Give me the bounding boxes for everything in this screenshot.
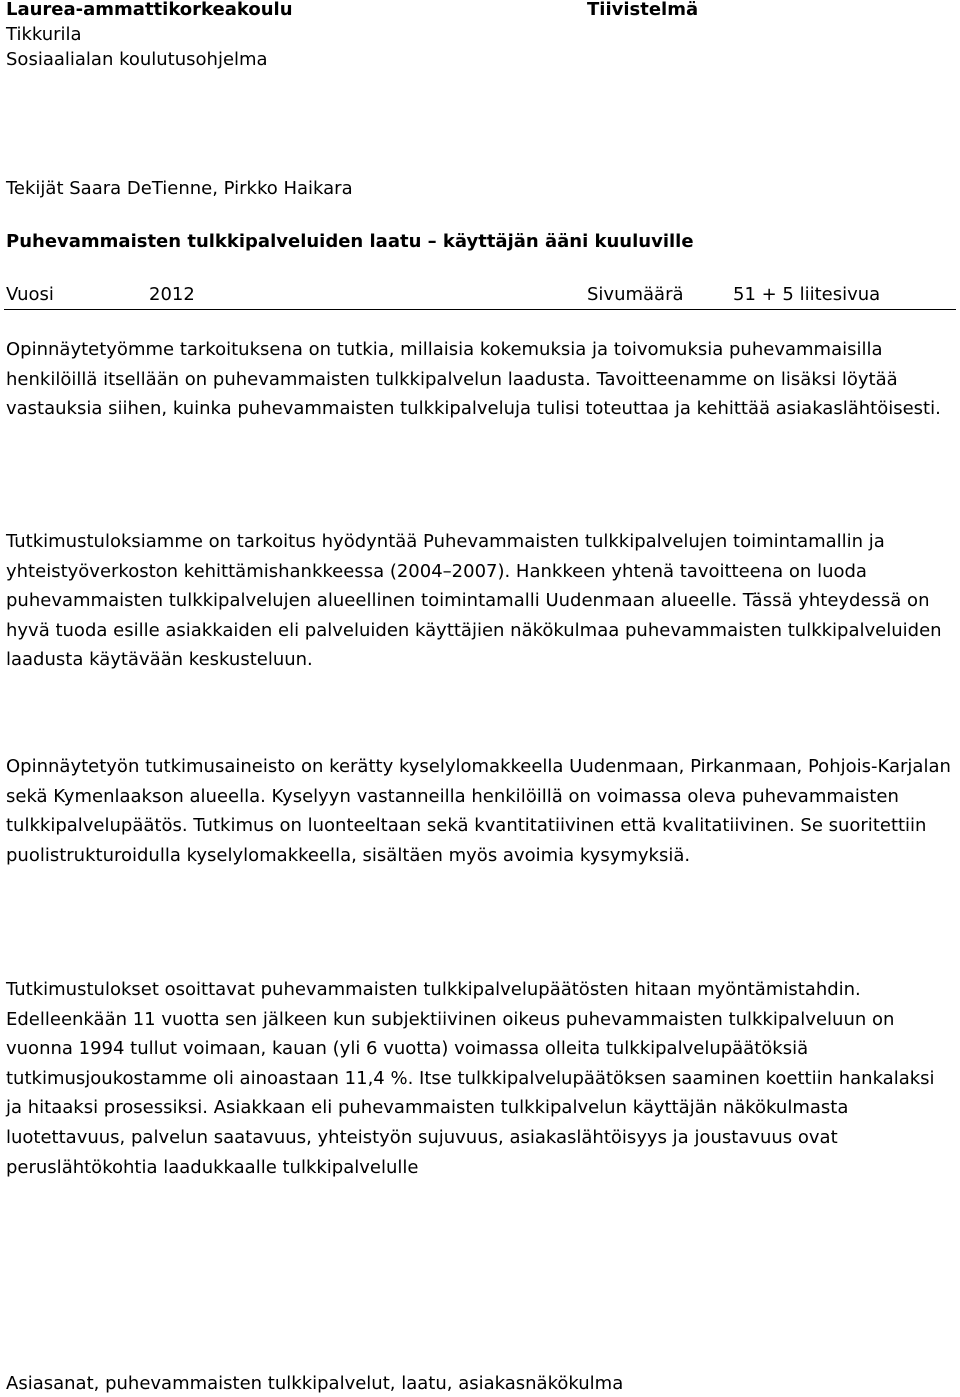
institution-name: Laurea-ammattikorkeakoulu bbox=[6, 0, 293, 20]
year-value: 2012 bbox=[149, 284, 195, 305]
campus-name: Tikkurila bbox=[6, 24, 82, 45]
year-label: Vuosi bbox=[6, 284, 54, 305]
pages-label: Sivumäärä bbox=[587, 284, 684, 305]
abstract-paragraph-3: Opinnäytetyön tutkimusaineisto on kerätty kyselylomakkeella Uudenmaan, Pirkanmaan, Pohjois-Karjalan sekä Kymenlaakson alueella. Kyselyyn vastanneilla henkilöillä on voimassa oleva puhevammaisten tulkkipalvelupäätös. Tutkimus on luonteeltaan sekä kvantitatiivinen että kvalitatiivinen. Se suoritettiin puolistrukturoidulla kyselylomakkeella, sisältäen myös avoimia kysymyksiä. bbox=[6, 756, 951, 866]
abstract-paragraph-2: Tutkimustuloksiamme on tarkoitus hyödyntää Puhevammaisten tulkkipalvelujen toimintamallin ja yhteistyöverkoston kehittämishankkeessa (2004–2007). Hankkeen yhtenä tavoitteena on luoda puhevammaisten tulkkipalvelujen alueellinen toimintamalli Uudenmaan alueelle. Tässä yhteydessä on hyvä tuoda esille asiakkaiden eli palveluiden käyttäjien näkökulmaa puhevammaisten tulkkipalveluiden laadusta käytävään keskusteluun. bbox=[6, 531, 942, 671]
pages-value: 51 + 5 liitesivua bbox=[733, 284, 881, 305]
programme-name: Sosiaalialan koulutusohjelma bbox=[6, 49, 268, 70]
document-type: Tiivistelmä bbox=[587, 0, 699, 20]
keywords-line: Asiasanat, puhevammaisten tulkkipalvelut, laatu, asiakasnäkökulma bbox=[6, 1373, 624, 1394]
abstract-paragraph-4: Tutkimustulokset osoittavat puhevammaisten tulkkipalvelupäätösten hitaan myöntämistahdin. Edelleenkään 11 vuotta sen jälkeen kun subjektiivinen oikeus puhevammaisten tulkkipalveluun on vuonna 1994 tullut voimaan, kauan (yli 6 vuotta) voimassa olleita tulkkipalvelupäätöksiä tutkimusjoukostamme oli ainoastaan 11,4 %. Itse tulkkipalvelupäätöksen saaminen koettiin hankalaksi ja hitaaksi prosessiksi. Asiakkaan eli puhevammaisten tulkkipalvelun käyttäjän näkökulmasta luotettavuus, palvelun saatavuus, yhteistyön sujuvuus, asiakaslähtöisyys ja joustavuus ovat peruslähtökohtia laadukkaalle tulkkipalvelulle bbox=[6, 979, 935, 1178]
authors-line: Tekijät Saara DeTienne, Pirkko Haikara bbox=[6, 178, 353, 199]
abstract-paragraph-1: Opinnäytetyömme tarkoituksena on tutkia, millaisia kokemuksia ja toivomuksia puhevammaisilla henkilöillä itsellään on puhevammaisten tulkkipalvelun laadusta. Tavoitteenamme on lisäksi löytää vastauksia siihen, kuinka puhevammaisten tulkkipalveluja tulisi toteuttaa ja kehittää asiakaslähtöisesti. bbox=[6, 339, 941, 420]
divider-rule bbox=[4, 309, 956, 310]
thesis-title: Puhevammaisten tulkkipalveluiden laatu – käyttäjän ääni kuuluville bbox=[6, 231, 694, 252]
